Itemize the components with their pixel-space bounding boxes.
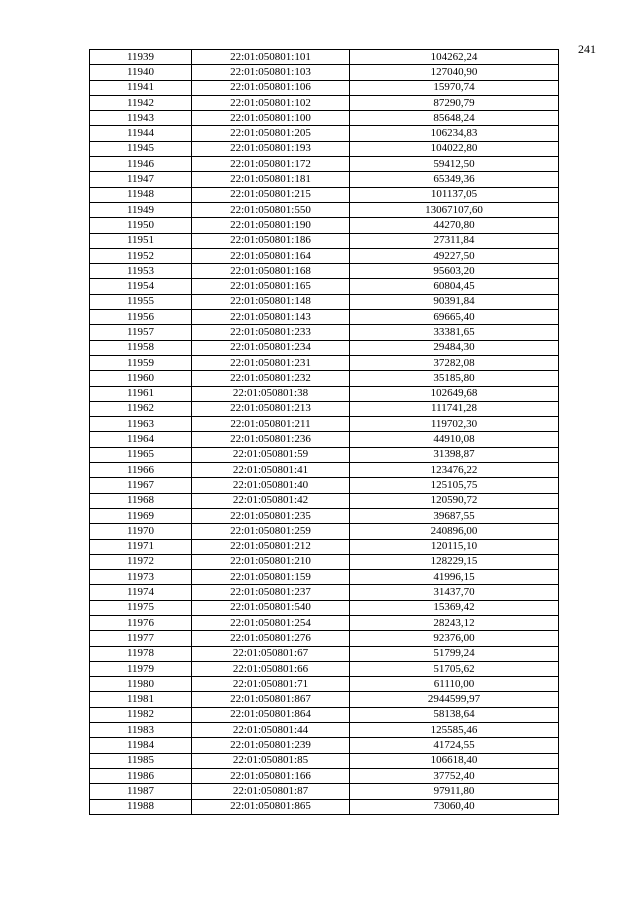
table-row <box>90 585 559 600</box>
value-cell: 59412,50 <box>350 157 559 172</box>
row-number-cell: 11941 <box>90 80 192 95</box>
row-number-cell: 11968 <box>90 493 192 508</box>
value-cell: 95603,20 <box>350 264 559 279</box>
value-cell: 51705,62 <box>350 661 559 676</box>
value-cell: 31398,87 <box>350 447 559 462</box>
cadastral-number-cell: 22:01:050801:236 <box>192 432 350 447</box>
table-row <box>90 524 559 539</box>
cadastral-number-cell: 22:01:050801:164 <box>192 248 350 263</box>
table-row <box>90 707 559 722</box>
value-cell: 37282,08 <box>350 355 559 370</box>
value-cell: 49227,50 <box>350 248 559 263</box>
row-number-cell: 11949 <box>90 202 192 217</box>
value-cell: 58138,64 <box>350 707 559 722</box>
cadastral-number-cell: 22:01:050801:867 <box>192 692 350 707</box>
table-row <box>90 264 559 279</box>
table-row <box>90 386 559 401</box>
cadastral-number-cell: 22:01:050801:193 <box>192 141 350 156</box>
row-number-cell: 11981 <box>90 692 192 707</box>
table-row <box>90 126 559 141</box>
table-row <box>90 248 559 263</box>
cadastral-number-cell: 22:01:050801:41 <box>192 463 350 478</box>
value-cell: 60804,45 <box>350 279 559 294</box>
row-number-cell: 11977 <box>90 631 192 646</box>
cadastral-number-cell: 22:01:050801:259 <box>192 524 350 539</box>
cadastral-number-cell: 22:01:050801:168 <box>192 264 350 279</box>
value-cell: 111741,28 <box>350 401 559 416</box>
table-row <box>90 111 559 126</box>
row-number-cell: 11984 <box>90 738 192 753</box>
cadastral-number-cell: 22:01:050801:166 <box>192 768 350 783</box>
row-number-cell: 11975 <box>90 600 192 615</box>
table-row <box>90 539 559 554</box>
cadastral-number-cell: 22:01:050801:85 <box>192 753 350 768</box>
row-number-cell: 11967 <box>90 478 192 493</box>
value-cell: 51799,24 <box>350 646 559 661</box>
table-row <box>90 340 559 355</box>
table-row <box>90 508 559 523</box>
row-number-cell: 11954 <box>90 279 192 294</box>
table-row <box>90 325 559 340</box>
table-row <box>90 600 559 615</box>
cadastral-number-cell: 22:01:050801:231 <box>192 355 350 370</box>
row-number-cell: 11945 <box>90 141 192 156</box>
value-cell: 97911,80 <box>350 784 559 799</box>
row-number-cell: 11946 <box>90 157 192 172</box>
value-cell: 104022,80 <box>350 141 559 156</box>
cadastral-number-cell: 22:01:050801:233 <box>192 325 350 340</box>
cadastral-number-cell: 22:01:050801:540 <box>192 600 350 615</box>
cadastral-number-cell: 22:01:050801:234 <box>192 340 350 355</box>
cadastral-number-cell: 22:01:050801:71 <box>192 677 350 692</box>
table-row <box>90 692 559 707</box>
row-number-cell: 11969 <box>90 508 192 523</box>
cadastral-value-table <box>89 49 559 815</box>
cadastral-number-cell: 22:01:050801:865 <box>192 799 350 814</box>
table-row <box>90 202 559 217</box>
value-cell: 90391,84 <box>350 294 559 309</box>
value-cell: 28243,12 <box>350 615 559 630</box>
value-cell: 41724,55 <box>350 738 559 753</box>
row-number-cell: 11960 <box>90 371 192 386</box>
cadastral-number-cell: 22:01:050801:190 <box>192 218 350 233</box>
row-number-cell: 11955 <box>90 294 192 309</box>
cadastral-number-cell: 22:01:050801:42 <box>192 493 350 508</box>
table-row <box>90 417 559 432</box>
row-number-cell: 11963 <box>90 417 192 432</box>
table-row <box>90 723 559 738</box>
table-row <box>90 355 559 370</box>
value-cell: 65349,36 <box>350 172 559 187</box>
value-cell: 44270,80 <box>350 218 559 233</box>
cadastral-number-cell: 22:01:050801:232 <box>192 371 350 386</box>
table-row <box>90 493 559 508</box>
value-cell: 29484,30 <box>350 340 559 355</box>
value-cell: 120115,10 <box>350 539 559 554</box>
cadastral-number-cell: 22:01:050801:186 <box>192 233 350 248</box>
row-number-cell: 11976 <box>90 615 192 630</box>
value-cell: 41996,15 <box>350 570 559 585</box>
value-cell: 35185,80 <box>350 371 559 386</box>
row-number-cell: 11952 <box>90 248 192 263</box>
table-row <box>90 141 559 156</box>
row-number-cell: 11940 <box>90 65 192 80</box>
row-number-cell: 11942 <box>90 95 192 110</box>
table-row <box>90 279 559 294</box>
value-cell: 85648,24 <box>350 111 559 126</box>
cadastral-number-cell: 22:01:050801:237 <box>192 585 350 600</box>
row-number-cell: 11957 <box>90 325 192 340</box>
table-row <box>90 157 559 172</box>
table-row <box>90 570 559 585</box>
row-number-cell: 11958 <box>90 340 192 355</box>
table-row <box>90 631 559 646</box>
value-cell: 37752,40 <box>350 768 559 783</box>
row-number-cell: 11983 <box>90 723 192 738</box>
value-cell: 61110,00 <box>350 677 559 692</box>
table-row <box>90 463 559 478</box>
row-number-cell: 11966 <box>90 463 192 478</box>
table-row <box>90 233 559 248</box>
cadastral-number-cell: 22:01:050801:211 <box>192 417 350 432</box>
table-row <box>90 371 559 386</box>
table-row <box>90 646 559 661</box>
value-cell: 102649,68 <box>350 386 559 401</box>
value-cell: 73060,40 <box>350 799 559 814</box>
cadastral-number-cell: 22:01:050801:102 <box>192 95 350 110</box>
table-row <box>90 554 559 569</box>
table-row <box>90 784 559 799</box>
value-cell: 125105,75 <box>350 478 559 493</box>
cadastral-number-cell: 22:01:050801:210 <box>192 554 350 569</box>
value-cell: 125585,46 <box>350 723 559 738</box>
table-row <box>90 172 559 187</box>
table-row <box>90 65 559 80</box>
value-cell: 106618,40 <box>350 753 559 768</box>
cadastral-number-cell: 22:01:050801:254 <box>192 615 350 630</box>
cadastral-number-cell: 22:01:050801:181 <box>192 172 350 187</box>
table-row <box>90 661 559 676</box>
value-cell: 104262,24 <box>350 50 559 65</box>
value-cell: 44910,08 <box>350 432 559 447</box>
value-cell: 15970,74 <box>350 80 559 95</box>
value-cell: 27311,84 <box>350 233 559 248</box>
cadastral-number-cell: 22:01:050801:165 <box>192 279 350 294</box>
table-row <box>90 799 559 814</box>
value-cell: 87290,79 <box>350 95 559 110</box>
value-cell: 123476,22 <box>350 463 559 478</box>
row-number-cell: 11974 <box>90 585 192 600</box>
table-row <box>90 401 559 416</box>
row-number-cell: 11980 <box>90 677 192 692</box>
table-row <box>90 95 559 110</box>
row-number-cell: 11979 <box>90 661 192 676</box>
table-row <box>90 478 559 493</box>
cadastral-number-cell: 22:01:050801:101 <box>192 50 350 65</box>
cadastral-number-cell: 22:01:050801:159 <box>192 570 350 585</box>
cadastral-number-cell: 22:01:050801:148 <box>192 294 350 309</box>
value-cell: 15369,42 <box>350 600 559 615</box>
row-number-cell: 11982 <box>90 707 192 722</box>
table-row <box>90 310 559 325</box>
value-cell: 39687,55 <box>350 508 559 523</box>
row-number-cell: 11959 <box>90 355 192 370</box>
value-cell: 127040,90 <box>350 65 559 80</box>
cadastral-number-cell: 22:01:050801:172 <box>192 157 350 172</box>
row-number-cell: 11986 <box>90 768 192 783</box>
cadastral-number-cell: 22:01:050801:59 <box>192 447 350 462</box>
value-cell: 33381,65 <box>350 325 559 340</box>
row-number-cell: 11988 <box>90 799 192 814</box>
cadastral-number-cell: 22:01:050801:87 <box>192 784 350 799</box>
cadastral-number-cell: 22:01:050801:143 <box>192 310 350 325</box>
value-cell: 69665,40 <box>350 310 559 325</box>
row-number-cell: 11964 <box>90 432 192 447</box>
row-number-cell: 11965 <box>90 447 192 462</box>
row-number-cell: 11985 <box>90 753 192 768</box>
cadastral-number-cell: 22:01:050801:239 <box>192 738 350 753</box>
row-number-cell: 11973 <box>90 570 192 585</box>
row-number-cell: 11948 <box>90 187 192 202</box>
row-number-cell: 11970 <box>90 524 192 539</box>
value-cell: 13067107,60 <box>350 202 559 217</box>
cadastral-number-cell: 22:01:050801:235 <box>192 508 350 523</box>
row-number-cell: 11956 <box>90 310 192 325</box>
value-cell: 240896,00 <box>350 524 559 539</box>
table-row <box>90 677 559 692</box>
cadastral-number-cell: 22:01:050801:38 <box>192 386 350 401</box>
page-number: 241 <box>578 42 596 56</box>
row-number-cell: 11944 <box>90 126 192 141</box>
table-row <box>90 50 559 65</box>
value-cell: 120590,72 <box>350 493 559 508</box>
table-row <box>90 187 559 202</box>
table-row <box>90 768 559 783</box>
cadastral-number-cell: 22:01:050801:44 <box>192 723 350 738</box>
table-row <box>90 432 559 447</box>
row-number-cell: 11950 <box>90 218 192 233</box>
row-number-cell: 11961 <box>90 386 192 401</box>
row-number-cell: 11951 <box>90 233 192 248</box>
cadastral-number-cell: 22:01:050801:276 <box>192 631 350 646</box>
row-number-cell: 11987 <box>90 784 192 799</box>
cadastral-number-cell: 22:01:050801:550 <box>192 202 350 217</box>
table-row <box>90 753 559 768</box>
value-cell: 92376,00 <box>350 631 559 646</box>
table-body <box>90 50 559 815</box>
value-cell: 128229,15 <box>350 554 559 569</box>
cadastral-number-cell: 22:01:050801:67 <box>192 646 350 661</box>
row-number-cell: 11943 <box>90 111 192 126</box>
row-number-cell: 11971 <box>90 539 192 554</box>
table-row <box>90 218 559 233</box>
cadastral-number-cell: 22:01:050801:215 <box>192 187 350 202</box>
row-number-cell: 11972 <box>90 554 192 569</box>
cadastral-number-cell: 22:01:050801:103 <box>192 65 350 80</box>
row-number-cell: 11953 <box>90 264 192 279</box>
value-cell: 106234,83 <box>350 126 559 141</box>
table-row <box>90 80 559 95</box>
row-number-cell: 11947 <box>90 172 192 187</box>
cadastral-number-cell: 22:01:050801:205 <box>192 126 350 141</box>
cadastral-number-cell: 22:01:050801:106 <box>192 80 350 95</box>
value-cell: 119702,30 <box>350 417 559 432</box>
table-row <box>90 447 559 462</box>
cadastral-number-cell: 22:01:050801:212 <box>192 539 350 554</box>
cadastral-number-cell: 22:01:050801:66 <box>192 661 350 676</box>
table-row <box>90 615 559 630</box>
row-number-cell: 11939 <box>90 50 192 65</box>
cadastral-number-cell: 22:01:050801:864 <box>192 707 350 722</box>
table-row <box>90 294 559 309</box>
table-row <box>90 738 559 753</box>
value-cell: 31437,70 <box>350 585 559 600</box>
value-cell: 2944599,97 <box>350 692 559 707</box>
cadastral-number-cell: 22:01:050801:100 <box>192 111 350 126</box>
row-number-cell: 11978 <box>90 646 192 661</box>
value-cell: 101137,05 <box>350 187 559 202</box>
row-number-cell: 11962 <box>90 401 192 416</box>
cadastral-number-cell: 22:01:050801:40 <box>192 478 350 493</box>
cadastral-number-cell: 22:01:050801:213 <box>192 401 350 416</box>
